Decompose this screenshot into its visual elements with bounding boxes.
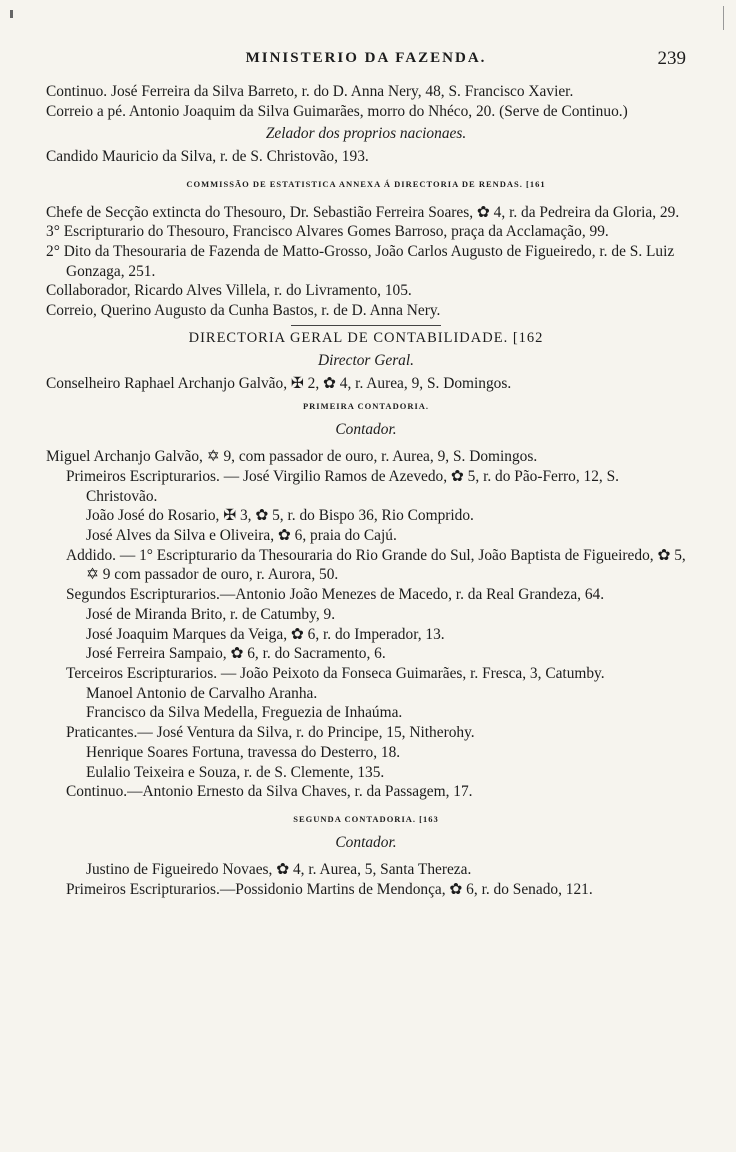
scan-mark	[10, 10, 13, 18]
entry: Chefe de Secção extincta do Thesouro, Dr. Sebastião Ferreira Soares, ✿ 4, r. da Pedreira da Gloria, 29.	[46, 203, 680, 221]
section-subheading: Zelador dos proprios nacionaes.	[265, 125, 467, 143]
entry: 3° Escripturario do Thesouro, Francisco Alvares Gomes Barroso, praça da Acclamação, 99.	[46, 223, 609, 241]
running-title: MINISTERIO DA FAZENDA.	[245, 50, 487, 66]
entry: 2° Dito da Thesouraria de Fazenda de Matto-Grosso, João Carlos Augusto de Figueiredo, r. de S. Luiz Gonzaga, 251.	[46, 242, 675, 280]
entry: Addido. — 1° Escripturario da Thesouraria do Rio Grande do Sul, João Baptista de Figueiredo, ✿ 5, ✡ 9 com passador de ouro, r. Aurora, 50.	[66, 546, 686, 584]
entry: Miguel Archanjo Galvão, ✡ 9, com passador de ouro, r. Aurea, 9, S. Domingos.	[46, 448, 538, 466]
divider	[291, 325, 441, 326]
entry: João José do Rosario, ✠ 3, ✿ 5, r. do Bispo 36, Rio Comprido.	[86, 507, 474, 525]
section-heading: COMMISSÃO DE ESTATISTICA ANNEXA Á DIRECTORIA DE RENDAS. [161	[186, 178, 546, 189]
section-heading: DIRECTORIA GERAL DE CONTABILIDADE. [162	[188, 329, 544, 346]
entry: Collaborador, Ricardo Alves Villela, r. do Livramento, 105.	[46, 282, 412, 300]
section-subheading: Director Geral.	[317, 352, 415, 370]
entry: José Joaquim Marques da Veiga, ✿ 6, r. do Imperador, 13.	[86, 625, 445, 643]
entry: Justino de Figueiredo Novaes, ✿ 4, r. Aurea, 5, Santa Thereza.	[86, 861, 472, 879]
entry: Primeiros Escripturarios. — José Virgilio Ramos de Azevedo, ✿ 5, r. do Pão-Ferro, 12, S. Christovão.	[66, 467, 620, 505]
scan-mark	[723, 6, 724, 30]
entry: Francisco da Silva Medella, Freguezia de Inhaúma.	[86, 704, 403, 722]
entry: Segundos Escripturarios.—Antonio João Menezes de Macedo, r. da Real Grandeza, 64.	[66, 586, 605, 604]
entry: Manoel Antonio de Carvalho Aranha.	[86, 684, 318, 702]
page-number: 239	[657, 48, 686, 69]
entry: Eulalio Teixeira e Souza, r. de S. Clemente, 135.	[86, 763, 385, 781]
entry: Correio, Querino Augusto da Cunha Bastos, r. de D. Anna Nery.	[46, 302, 441, 320]
page-header	[46, 48, 686, 74]
entry: Continuo. José Ferreira da Silva Barreto, r. do D. Anna Nery, 48, S. Francisco Xavier.	[46, 83, 574, 100]
entry: Correio a pé. Antonio Joaquim da Silva Guimarães, morro do Nhéco, 20. (Serve de Continuo.)	[46, 102, 628, 120]
section-subheading: Contador.	[335, 420, 397, 438]
entry: Praticantes.— José Ventura da Silva, r. do Principe, 15, Nitherohy.	[66, 724, 475, 742]
section-subheading: Contador.	[335, 833, 397, 851]
entry: Terceiros Escripturarios. — João Peixoto da Fonseca Guimarães, r. Fresca, 3, Catumby.	[66, 664, 605, 682]
entry: José de Miranda Brito, r. de Catumby, 9.	[86, 605, 336, 623]
section-heading: SEGUNDA CONTADORIA. [163	[293, 813, 439, 824]
entry: Henrique Soares Fortuna, travessa do Desterro, 18.	[86, 743, 401, 761]
entry: José Ferreira Sampaio, ✿ 6, r. do Sacramento, 6.	[86, 645, 386, 663]
entry: Candido Mauricio da Silva, r. de S. Christovão, 193.	[46, 148, 369, 166]
entry: Primeiros Escripturarios.—Possidonio Martins de Mendonça, ✿ 6, r. do Senado, 121.	[66, 881, 593, 899]
section-heading: PRIMEIRA CONTADORIA.	[302, 400, 430, 411]
entry: Conselheiro Raphael Archanjo Galvão, ✠ 2, ✿ 4, r. Aurea, 9, S. Domingos.	[46, 375, 512, 393]
entry: José Alves da Silva e Oliveira, ✿ 6, praia do Cajú.	[86, 527, 397, 545]
page-body	[46, 82, 686, 900]
entry: Continuo.—Antonio Ernesto da Silva Chaves, r. da Passagem, 17.	[66, 783, 473, 801]
